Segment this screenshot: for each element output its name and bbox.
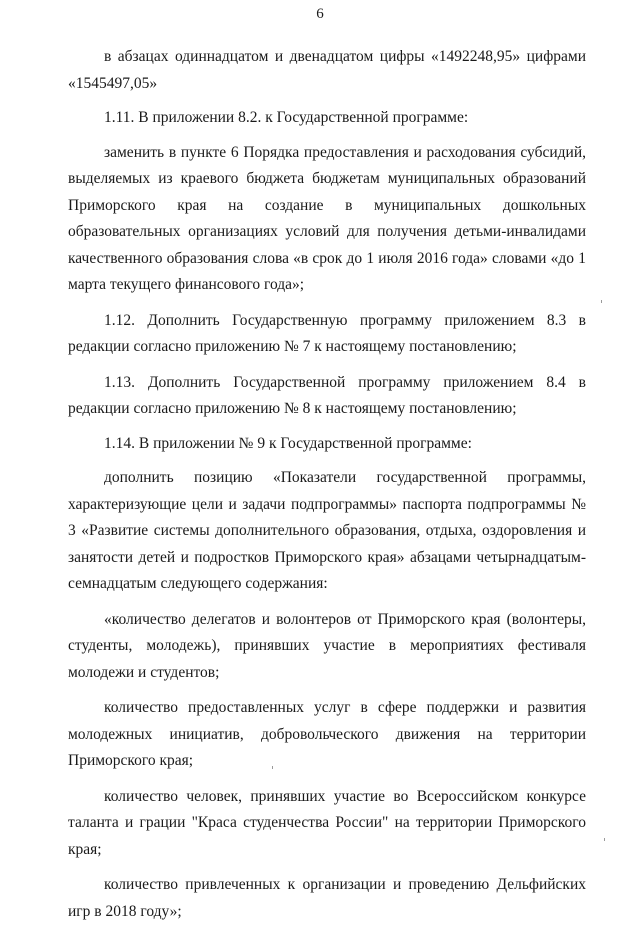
paragraph-delegates: «количество делегатов и волонтеров от Приморского края (волонтеры, студенты, молодежь), принявших участие в мероприятиях фестиваля молодежи и студентов; [68, 610, 586, 681]
paragraph-contest: количество человек, принявших участие во Всероссийском конкурсе таланта и грации "Краса студенчества России" на территории Приморского края; [68, 787, 586, 858]
document-body [68, 44, 586, 933]
paragraph-add-position: дополнить позицию «Показатели государственной программы, характеризующие цели и задачи подпрограммы» паспорта подпрограммы № 3 «Развитие системы дополнительного образования, отдыха, оздоровления и занятости детей и подростков Приморского края» абзацами четырнадцатым-семнадцатым следующего содержания: [68, 469, 586, 592]
scan-speck [604, 838, 605, 841]
paragraph-1-13: 1.13. Дополнить Государственной программу приложением 8.4 в редакции согласно приложению № 8 к настоящему постановлению; [68, 373, 586, 417]
paragraph-1-11: 1.11. В приложении 8.2. к Государственной программе: [104, 109, 469, 126]
paragraph-delphic-games: количество привлеченных к организации и проведению Дельфийских игр в 2018 году»; [68, 876, 586, 920]
paragraph-services: количество предоставленных услуг в сфере поддержки и развития молодежных инициатив, добровольческого движения на территории Приморского края; [68, 699, 586, 769]
scan-speck [272, 766, 273, 769]
scan-speck [601, 300, 602, 303]
paragraph-1-14: 1.14. В приложении № 9 к Государственной программе: [104, 434, 472, 452]
paragraph-digits: в абзацах одиннадцатом и двенадцатом цифры «1492248,95» цифрами «1545497,05» [68, 48, 586, 92]
paragraph-replace-words: заменить в пункте 6 Порядка предоставления и расходования субсидий, выделяемых из краевого бюджета бюджетам муниципальных образований Приморского края на создание в муниципальных дошкольных образовательных организациях условий для получения детьми-инвалидами качественного образования слова «в срок до 1 июля 2016 года» словами «до 1 марта текущего финансового года»; [68, 143, 586, 293]
paragraph-1-12: 1.12. Дополнить Государственную программу приложением 8.3 в редакции согласно приложению № 7 к настоящему постановлению; [68, 311, 586, 355]
page-number: 6 [316, 6, 324, 22]
